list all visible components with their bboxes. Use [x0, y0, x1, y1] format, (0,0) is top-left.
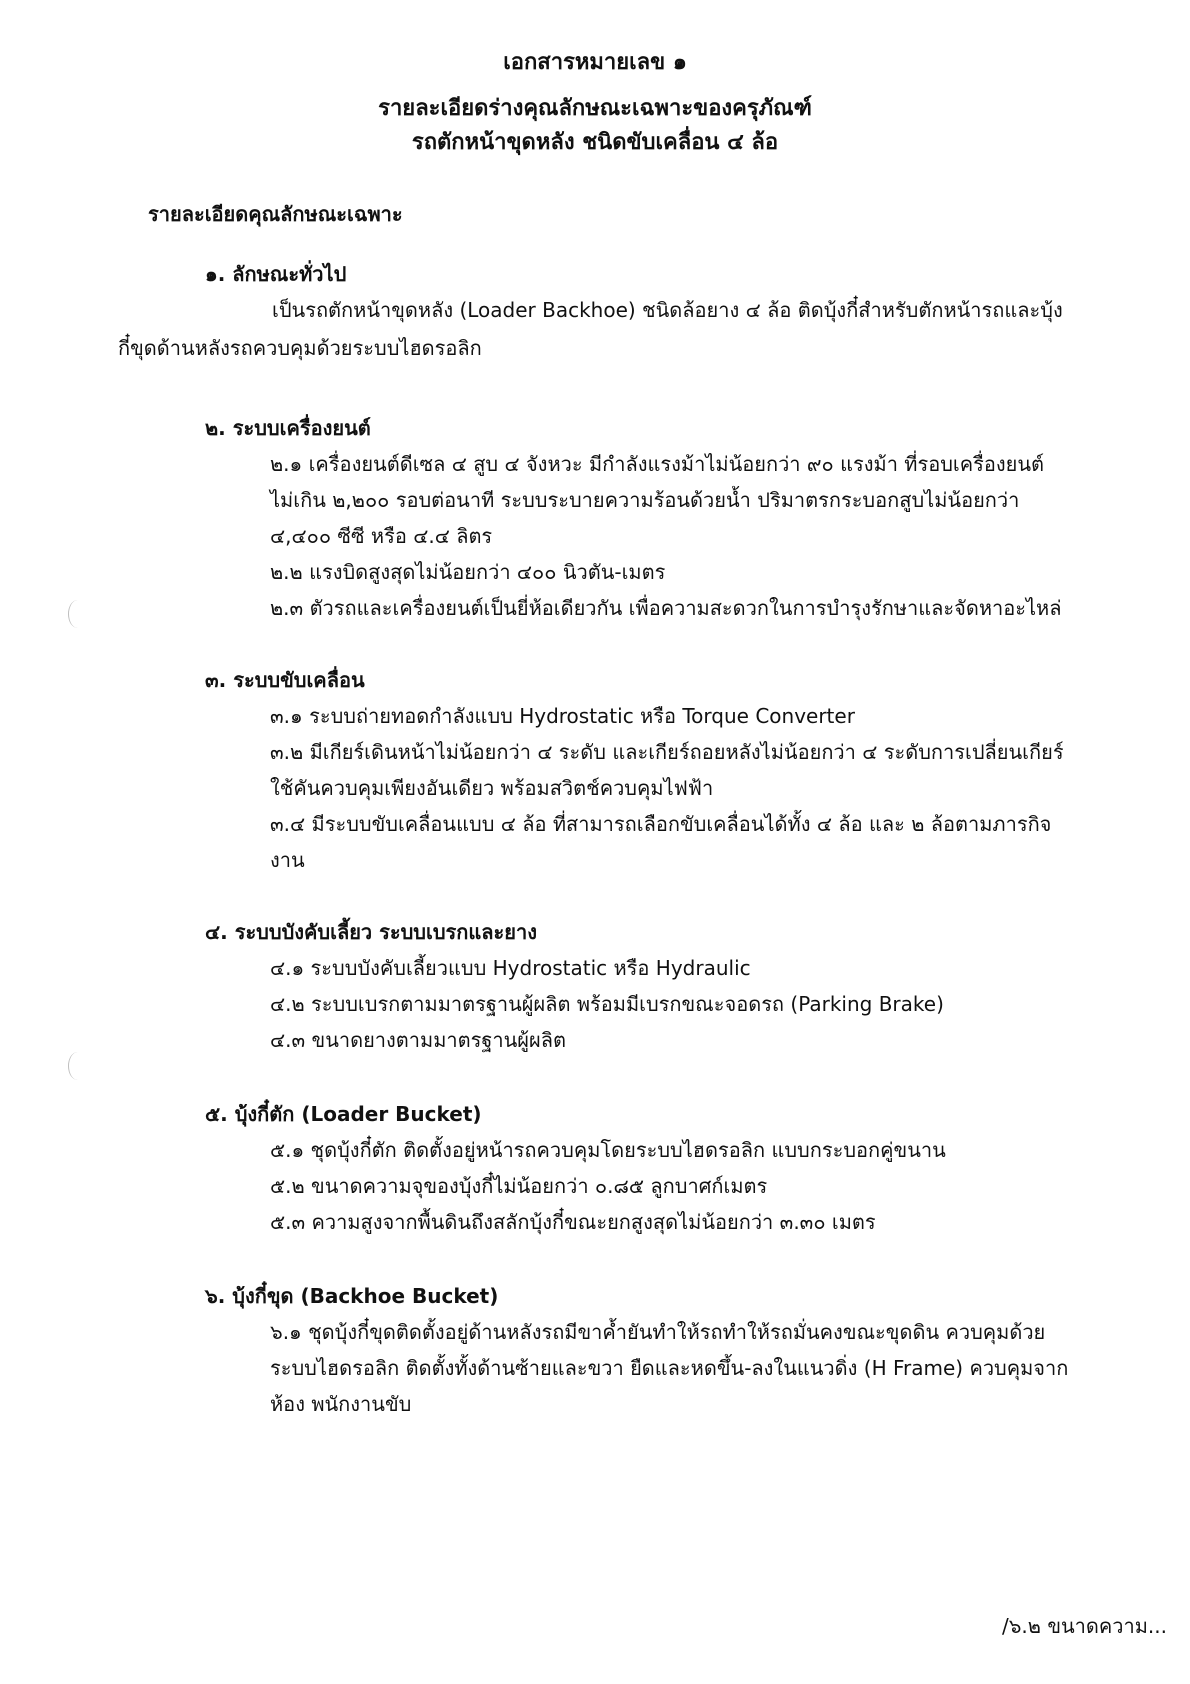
item-4-2: ๔.๒ ระบบเบรกตามมาตรฐานผู้ผลิต พร้อมมีเบรกขณะจอดรถ (Parking Brake) — [270, 992, 944, 1016]
item-6-1-line-2: ระบบไฮดรอลิก ติดตั้งทั้งด้านซ้ายและขวา ยืดและหดขึ้น-ลงในแนวดิ่ง (H Frame) ควบคุมจาก — [270, 1356, 1069, 1380]
item-2-1-line-1: ๒.๑ เครื่องยนต์ดีเซล ๔ สูบ ๔ จังหวะ มีกำลังแรงม้าไม่น้อยกว่า ๙๐ แรงม้า ที่รอบเครื่องยนต์ — [270, 452, 1045, 476]
item-2-3: ๒.๓ ตัวรถและเครื่องยนต์เป็นยี่ห้อเดียวกัน เพื่อความสะดวกในการบำรุงรักษาและจัดหาอะไหล่ — [270, 596, 1062, 620]
section-4-heading: ๔. ระบบบังคับเลี้ยว ระบบเบรกและยาง — [205, 920, 537, 944]
section-3-heading: ๓. ระบบขับเคลื่อน — [205, 668, 365, 692]
item-4-3: ๔.๓ ขนาดยางตามมาตรฐานผู้ผลิต — [270, 1028, 566, 1052]
section-6-heading: ๖. บุ้งกี๋ขุด (Backhoe Bucket) — [205, 1284, 499, 1308]
document-subtitle: รถตักหน้าขุดหลัง ชนิดขับเคลื่อน ๔ ล้อ — [411, 130, 779, 155]
section-5-heading: ๕. บุ้งกี๋ตัก (Loader Bucket) — [205, 1102, 482, 1126]
item-4-1: ๔.๑ ระบบบังคับเลี้ยวแบบ Hydrostatic หรือ Hydraulic — [270, 956, 751, 980]
section-1-paragraph-line-2: กี๋ขุดด้านหลังรถควบคุมด้วยระบบไฮดรอลิก — [118, 336, 482, 360]
item-5-1: ๕.๑ ชุดบุ้งกี๋ตัก ติดตั้งอยู่หน้ารถควบคุมโดยระบบไฮดรอลิก แบบกระบอกคู่ขนาน — [270, 1138, 946, 1162]
continuation-footer: /๖.๒ ขนาดความ... — [1002, 1614, 1167, 1638]
item-2-1-line-2: ไม่เกิน ๒,๒๐๐ รอบต่อนาที ระบบระบายความร้อนด้วยน้ำ ปริมาตรกระบอกสูบไม่น้อยกว่า — [270, 488, 1020, 512]
section-2-heading: ๒. ระบบเครื่องยนต์ — [205, 416, 371, 440]
document-number: เอกสารหมายเลข ๑ — [503, 50, 687, 75]
item-3-2-line-1: ๓.๒ มีเกียร์เดินหน้าไม่น้อยกว่า ๔ ระดับ และเกียร์ถอยหลังไม่น้อยกว่า ๔ ระดับการเปลี่ยนเกียร์ — [270, 740, 1064, 764]
item-3-2-line-2: ใช้คันควบคุมเพียงอันเดียว พร้อมสวิตช์ควบคุมไฟฟ้า — [270, 776, 714, 800]
scan-mark — [68, 1052, 87, 1080]
section-1-paragraph-line-1: เป็นรถตักหน้าขุดหลัง (Loader Backhoe) ชนิดล้อยาง ๔ ล้อ ติดบุ้งกี๋สำหรับตักหน้ารถและบุ้ง — [272, 298, 1063, 322]
item-2-1-line-3: ๔,๔๐๐ ซีซี หรือ ๔.๔ ลิตร — [270, 524, 493, 548]
item-5-2: ๕.๒ ขนาดความจุของบุ้งกี๋ไม่น้อยกว่า ๐.๘๕ ลูกบาศก์เมตร — [270, 1174, 768, 1198]
document-title: รายละเอียดร่างคุณลักษณะเฉพาะของครุภัณฑ์ — [378, 96, 812, 121]
scan-mark — [68, 600, 87, 628]
section-1-heading: ๑. ลักษณะทั่วไป — [205, 262, 347, 286]
item-6-1-line-3: ห้อง พนักงานขับ — [270, 1392, 412, 1416]
item-5-3: ๕.๓ ความสูงจากพื้นดินถึงสลักบุ้งกี๋ขณะยกสูงสุดไม่น้อยกว่า ๓.๓๐ เมตร — [270, 1210, 876, 1234]
item-3-4-line-1: ๓.๔ มีระบบขับเคลื่อนแบบ ๔ ล้อ ที่สามารถเลือกขับเคลื่อนได้ทั้ง ๔ ล้อ และ ๒ ล้อตามภารกิจ — [270, 812, 1052, 836]
spec-subheading: รายละเอียดคุณลักษณะเฉพาะ — [148, 202, 403, 226]
item-3-1: ๓.๑ ระบบถ่ายทอดกำลังแบบ Hydrostatic หรือ Torque Converter — [270, 704, 855, 728]
item-6-1-line-1: ๖.๑ ชุดบุ้งกี๋ขุดติดตั้งอยู่ด้านหลังรถมีขาค้ำยันทำให้รถทำให้รถมั่นคงขณะขุดดิน ควบคุมด้วย — [270, 1320, 1046, 1344]
item-3-4-line-2: งาน — [270, 848, 305, 872]
item-2-2: ๒.๒ แรงบิดสูงสุดไม่น้อยกว่า ๔๐๐ นิวตัน-เมตร — [270, 560, 666, 584]
